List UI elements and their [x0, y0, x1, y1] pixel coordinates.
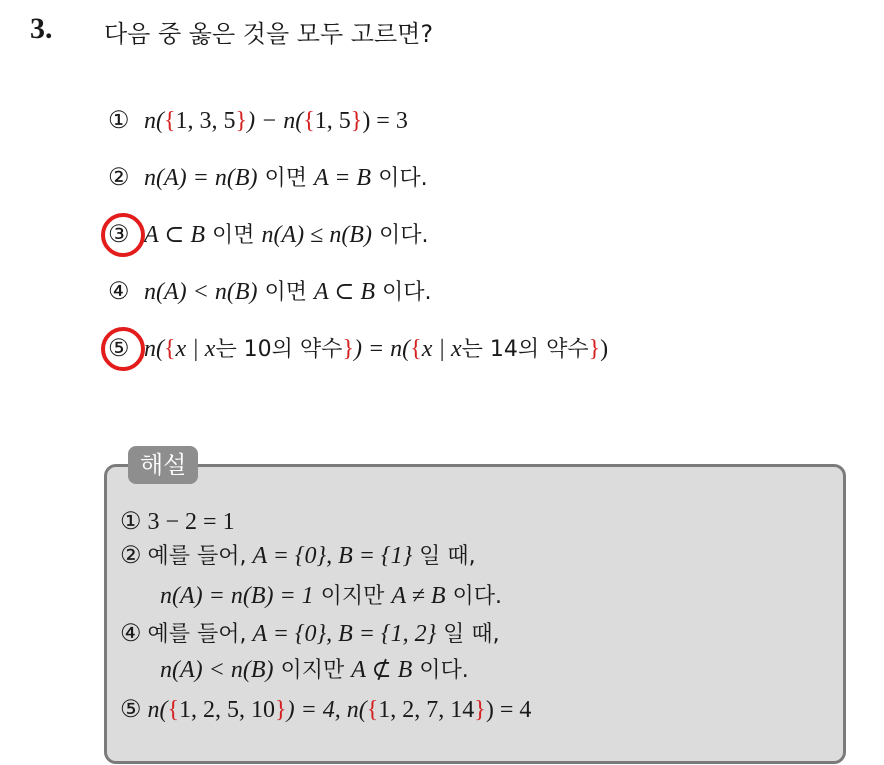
- math-text: x | x: [175, 336, 216, 362]
- brace-open: {: [164, 108, 176, 134]
- math-text: n(: [144, 336, 164, 362]
- korean-text: 이지만: [273, 658, 352, 683]
- math-text: 1, 2, 5, 10: [179, 697, 276, 723]
- korean-text: 이다.: [374, 280, 432, 305]
- choice-number: ④: [108, 279, 130, 305]
- korean-text: 이다.: [371, 223, 429, 248]
- solution-line-5: [160, 654, 469, 687]
- korean-text: 예를 들어,: [147, 622, 247, 647]
- math-text: ): [600, 336, 609, 362]
- brace-open: {: [366, 697, 379, 723]
- brace-close: }: [235, 108, 248, 134]
- korean-text: 이지만: [313, 584, 392, 609]
- korean-text: 예를 들어,: [147, 544, 247, 569]
- math-text: n(A) ≤ n(B): [261, 222, 372, 248]
- korean-text: 이면: [257, 166, 314, 191]
- solution-line-6: [120, 694, 531, 726]
- choice-1: [108, 101, 408, 141]
- brace-close: }: [275, 697, 287, 723]
- math-text: 3 − 2 = 1: [147, 509, 235, 535]
- question-text: 다음 중 옳은 것을 모두 고르면?: [104, 20, 434, 48]
- brace-open: {: [410, 336, 422, 362]
- korean-text: 일 때,: [436, 622, 500, 647]
- math-text: n(A) < n(B): [144, 279, 258, 305]
- math-text: n(A) < n(B): [160, 657, 274, 683]
- choice-number: ⑤: [108, 336, 130, 362]
- korean-text: 는 10의 약수: [215, 337, 343, 362]
- math-text: A ⊂ B: [313, 279, 375, 305]
- choice-number: ④: [120, 621, 142, 647]
- choice-number: ②: [108, 165, 130, 191]
- math-text: A ⊂ B: [144, 222, 205, 248]
- math-text: n(: [144, 108, 164, 134]
- solution-line-1: [120, 506, 235, 538]
- question-number: 3.: [30, 12, 53, 45]
- choice-number: ①: [108, 108, 130, 134]
- brace-close: }: [588, 336, 601, 362]
- math-text: A ⊄ B: [351, 657, 413, 683]
- brace-open: {: [303, 108, 315, 134]
- math-text: A = B: [313, 165, 372, 191]
- solution-title-badge: 해설: [128, 446, 198, 484]
- choice-number: ⑤: [120, 697, 142, 723]
- brace-close: }: [474, 697, 486, 723]
- korean-text: 이다.: [445, 584, 502, 609]
- math-text: A = {0}, B = {1}: [252, 543, 413, 569]
- korean-text: 이면: [205, 223, 262, 248]
- choice-2: [108, 158, 428, 198]
- korean-text: 는 14의 약수: [461, 337, 589, 362]
- korean-text: 이다.: [412, 658, 469, 683]
- math-text: ) = n(: [353, 336, 411, 362]
- choice-number: ②: [120, 543, 142, 569]
- korean-text: 이다.: [371, 166, 428, 191]
- korean-text: 일 때,: [412, 544, 476, 569]
- choice-4: [108, 272, 431, 312]
- math-text: A ≠ B: [391, 583, 446, 609]
- math-text: n(A) = n(B) = 1: [160, 583, 314, 609]
- brace-open: {: [167, 697, 180, 723]
- math-text: 1, 3, 5: [175, 108, 236, 134]
- solution-line-2: [120, 540, 476, 573]
- math-text: A = {0}, B = {1, 2}: [252, 621, 437, 647]
- math-text: ) = 4: [485, 697, 532, 723]
- brace-close: }: [350, 108, 363, 134]
- math-text: x | x: [421, 336, 462, 362]
- math-text: n(A) = n(B): [144, 165, 258, 191]
- choice-number: ③: [108, 222, 130, 248]
- solution-line-3: [160, 580, 502, 613]
- math-text: n(: [147, 697, 168, 723]
- brace-close: }: [342, 336, 354, 362]
- math-text: ) − n(: [247, 108, 304, 134]
- math-text: 1, 2, 7, 14: [378, 697, 475, 723]
- korean-text: 이면: [257, 280, 314, 305]
- choice-3: [108, 215, 428, 255]
- math-text: ) = 4, n(: [286, 697, 367, 723]
- math-text: 1, 5: [314, 108, 351, 134]
- math-text: ) = 3: [362, 108, 408, 134]
- solution-line-4: [120, 618, 500, 651]
- choice-5: [108, 329, 608, 369]
- choice-number: ①: [120, 509, 142, 535]
- brace-open: {: [164, 336, 176, 362]
